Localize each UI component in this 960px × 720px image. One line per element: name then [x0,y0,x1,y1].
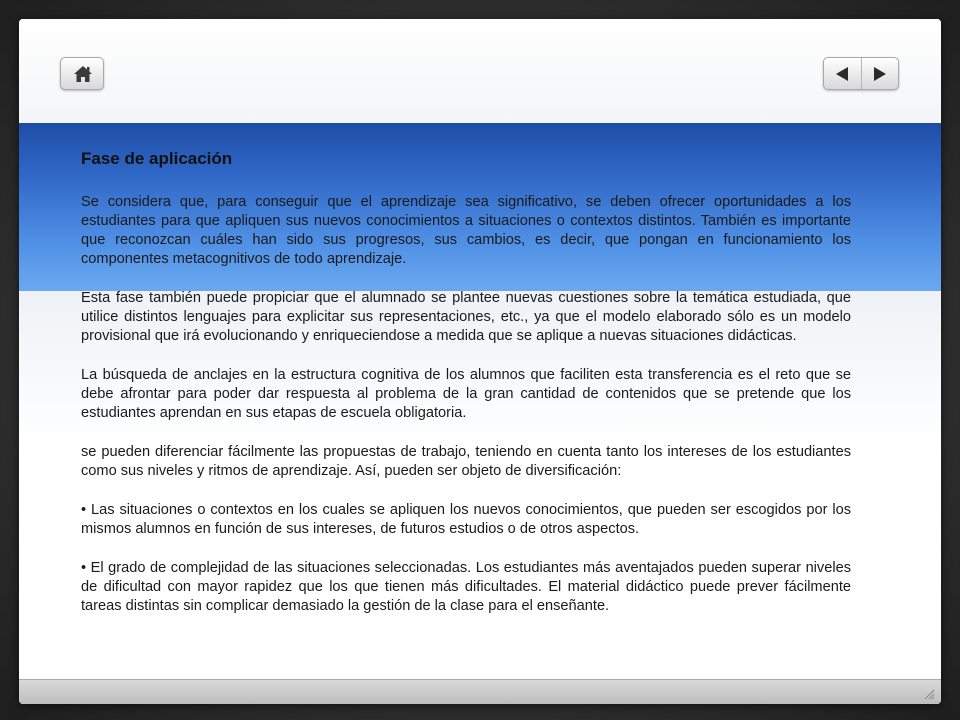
triangle-right-icon [873,66,887,82]
previous-slide-button[interactable] [824,58,861,89]
triangle-left-icon [835,66,849,82]
slide-header-area [19,19,941,123]
slide-content [81,149,851,636]
slide-title: Fase de aplicación [81,149,233,168]
slide [19,19,941,704]
paragraph-3: La búsqueda de anclajes en la estructura cognitiva de los alumnos que faciliten esta transferencia es el reto que se debe afrontar para poder dar respuesta al problema de la gran cantidad de contenidos que se pretende que los estudiantes aprendan en sus etapas de escuela obligatoria. [81,367,851,421]
next-slide-button[interactable] [861,58,899,89]
paragraph-4: se pueden diferenciar fácilmente las propuestas de trabajo, teniendo en cuenta tanto los intereses de los estudiantes como sus niveles y ritmos de aprendizaje. Así, pueden ser objeto de diversificación: [81,444,851,479]
bullet-item-1: • Las situaciones o contextos en los cuales se apliquen los nuevos conocimientos, que pueden ser escogidos por los mismos alumnos en función de sus intereses, de futuros estudios o de otros aspectos. [81,502,851,537]
paragraph-intro: Se considera que, para conseguir que el aprendizaje sea significativo, se deben ofrecer oportunidades a los estudiantes para que apliquen sus nuevos conocimientos a situaciones o contextos distintos. También es importante que reconozcan cuáles han sido sus progresos, sus cambios, es decir, que pongan en funcionamiento los componentes metacognitivos de todo aprendizaje. [81,194,851,267]
resize-grip-icon[interactable] [923,688,935,700]
slide-navigation [823,57,899,90]
bullet-item-2: • El grado de complejidad de las situaciones seleccionadas. Los estudiantes más aventajados pueden superar niveles de dificultad con mayor rapidez que los que tienen más dificultades. El material didáctico puede prever fácilmente tareas distintas sin complicar demasiado la gestión de la clase para el enseñante. [81,560,851,614]
footer-bar [19,679,941,704]
home-icon [73,65,93,83]
home-button[interactable] [60,57,104,90]
paragraph-2: Esta fase también puede propiciar que el alumnado se plantee nuevas cuestiones sobre la temática estudiada, que utilice distintos lenguajes para explicitar sus representaciones, etc., ya que el modelo elaborado sólo es un modelo provisional que irá evolucionando y enriqueciendose a medida que se aplique a nuevas situaciones didácticas. [81,290,851,344]
